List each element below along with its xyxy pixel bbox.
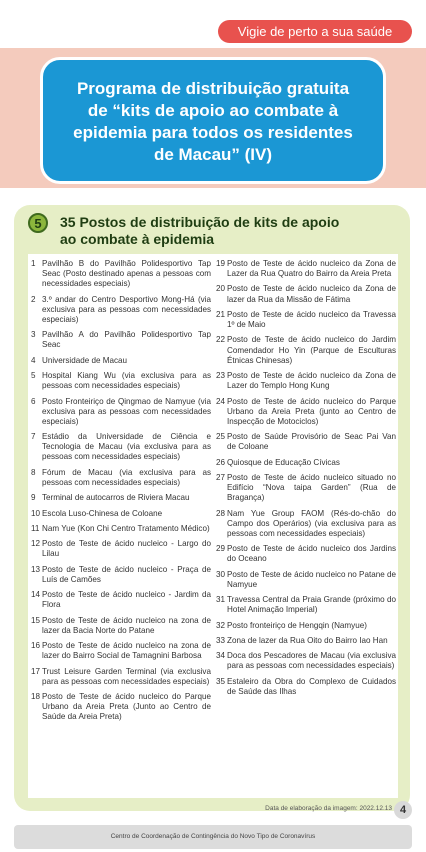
list-item <box>31 539 211 559</box>
item-number: 14 <box>31 590 41 600</box>
title-line: epidemia para todos os residentes <box>73 123 353 142</box>
item-text: Universidade de Macau <box>42 355 128 365</box>
list-item <box>216 677 396 697</box>
item-text: Posto de Teste de ácido nucleico - Praça de Luís de Camões <box>42 564 211 584</box>
item-number: 15 <box>31 615 41 625</box>
item-text: Pavilhão A do Pavilhão Polidesportivo Tap Seac <box>42 330 211 350</box>
item-text: Posto de Teste de ácido nucleico do Parque Urbano da Areia Preta (junto ao Centro de Inspecção de Motociclos) <box>227 396 396 426</box>
list-item <box>31 468 211 488</box>
item-text: Posto de Teste de ácido nucleico do Parque Urbano da Areia Preta (Junto ao Centro de Saúde da Areia Preta) <box>42 692 211 722</box>
title-line: Programa de distribuição gratuita <box>76 79 350 98</box>
item-text: Posto de Teste de ácido nucleico na zona de lazer da Bacia Norte do Patane <box>42 615 211 635</box>
item-number: 12 <box>31 539 41 549</box>
item-text: Posto de Teste de ácido nucleico situado no Edifício “Nova taipa Garden” (Rua de Bragança) <box>227 472 396 503</box>
item-text: Quiosque de Educação Cívicas <box>227 457 340 467</box>
list-item <box>216 371 396 391</box>
list-item <box>31 524 211 534</box>
title-line: de Macau” (IV) <box>153 145 273 164</box>
item-number: 1 <box>31 259 36 268</box>
list-item <box>216 284 396 304</box>
item-number: 16 <box>31 641 41 651</box>
list-item <box>216 570 396 590</box>
item-number: 11 <box>31 523 40 533</box>
item-number: 20 <box>216 284 226 294</box>
item-number: 30 <box>216 569 226 579</box>
footer: Centro de Coordenação de Contingência do Novo Tipo de Coronavírus <box>14 825 412 849</box>
list-item <box>31 371 211 391</box>
item-number: 7 <box>31 432 36 442</box>
item-text: Doca dos Pescadores de Macau (via exclusiva para as pessoas com necessidades especiais) <box>227 651 396 671</box>
item-text: Nam Yue (Kon Chi Centro Tratamento Médico) <box>42 523 210 533</box>
item-number: 27 <box>216 472 226 482</box>
item-number: 4 <box>31 355 36 365</box>
list-item <box>216 544 396 564</box>
item-text: Fórum de Macau (via exclusiva para as pessoas com necessidades especiais) <box>42 467 211 487</box>
slogan-tag: Vigie de perto a sua saúde <box>218 20 412 43</box>
item-number: 35 <box>216 676 226 686</box>
section-title-line: 35 Postos de distribuição de kits de apoio <box>60 214 340 230</box>
list-item <box>216 509 396 539</box>
right-column <box>216 259 396 702</box>
list-item <box>31 667 211 687</box>
item-number: 32 <box>216 620 226 630</box>
list-item <box>31 509 211 519</box>
list-item <box>31 641 211 661</box>
item-number: 17 <box>31 666 41 676</box>
item-number: 21 <box>216 309 226 319</box>
item-text: Posto de Teste de ácido nucleico - Largo do Lilau <box>42 539 211 559</box>
item-text: Posto de Teste de ácido nucleico do Jardim Comendador Ho Yin (Parque de Esculturas Étnicas Chinesas) <box>227 335 396 365</box>
list-item <box>216 595 396 615</box>
item-text: Nam Yue Group FAOM (Rés-do-chão do Campo dos Operários) (via exclusiva para as pessoas com necessidades especiais) <box>227 508 396 538</box>
item-text: Posto de Teste de ácido nucleico da Zona de Lazer da Rua Quatro do Bairro da Areia Preta <box>227 259 396 279</box>
item-number: 3 <box>31 330 36 340</box>
item-text: Posto de Teste de ácido nucleico da Zona de lazer da Rua da Missão de Fátima <box>227 284 396 304</box>
list-item <box>31 590 211 610</box>
list-item <box>31 295 211 325</box>
title-line: de “kits de apoio ao combate à <box>87 101 339 120</box>
list-item <box>216 259 396 279</box>
list-item <box>216 310 396 330</box>
item-text: Posto de Teste de ácido nucleico dos Jardins do Oceano <box>227 544 396 564</box>
date-text: Data de elaboração da imagem: 2022.12.13 <box>265 805 392 812</box>
item-number: 6 <box>31 396 36 406</box>
item-number: 33 <box>216 635 226 645</box>
item-number: 10 <box>31 508 41 518</box>
item-number: 26 <box>216 457 226 467</box>
list-item <box>31 356 211 366</box>
item-text: Terminal de autocarros de Riviera Macau <box>42 493 190 503</box>
item-text: Hospital Kiang Wu (via exclusiva para as pessoas com necessidades especiais) <box>42 371 211 391</box>
item-text: Estaleiro da Obra do Complexo de Cuidados de Saúde das Ilhas <box>227 676 396 696</box>
item-text: Zona de lazer da Rua Oito do Bairro Iao Han <box>227 635 388 645</box>
list-item <box>31 330 211 350</box>
item-number: 19 <box>216 259 226 268</box>
item-text: Posto de Teste de ácido nucleico - Jardim da Flora <box>42 590 211 610</box>
list-item <box>31 616 211 636</box>
list-item <box>216 473 396 503</box>
list-item <box>31 397 211 427</box>
item-text: Pavilhão B do Pavilhão Polidesportivo Tap Seac (Posto destinado apenas a pessoas com necessidades especiais) <box>42 259 211 289</box>
item-text: Posto de Teste de ácido nucleico na zona de lazer do Bairro Social de Tamagnini Barbosa <box>42 641 211 661</box>
item-number: 2 <box>31 294 36 304</box>
item-number: 18 <box>31 692 41 702</box>
item-number: 22 <box>216 335 226 345</box>
list-item <box>216 335 396 365</box>
item-text: Trust Leisure Garden Terminal (via exclusiva para as pessoas com necessidades especiais) <box>42 666 211 686</box>
list-item <box>216 621 396 631</box>
item-text: Posto de Teste de ácido nucleico no Patane de Namyue <box>227 569 396 589</box>
list-item <box>31 692 211 722</box>
page-title <box>40 57 386 184</box>
item-number: 29 <box>216 544 226 554</box>
item-number: 23 <box>216 371 226 381</box>
page-number: 4 <box>394 801 412 819</box>
list-item <box>31 432 211 462</box>
section-title <box>60 214 400 248</box>
list-item <box>216 397 396 427</box>
list-item <box>216 651 396 671</box>
item-number: 9 <box>31 493 36 503</box>
section-number: 5 <box>28 213 48 233</box>
list-item <box>216 432 396 452</box>
left-column <box>31 259 211 728</box>
list-item <box>31 493 211 503</box>
item-number: 25 <box>216 432 226 442</box>
list-item <box>31 565 211 585</box>
item-text: Posto fronteiriço de Hengqin (Namyue) <box>227 620 367 630</box>
item-text: Travessa Central da Praia Grande (próximo do Hotel Animação Imperial) <box>227 595 396 615</box>
item-text: Posto Fronteiriço de Qingmao de Namyue (via exclusiva para as pessoas com necessidades especiais) <box>42 396 211 426</box>
list-item <box>31 259 211 289</box>
list-item <box>216 636 396 646</box>
item-number: 5 <box>31 371 36 381</box>
item-number: 24 <box>216 396 226 406</box>
item-text: Posto de Saúde Provisório de Seac Pai Van de Coloane <box>227 432 396 452</box>
section-title-line: ao combate à epidemia <box>60 231 215 247</box>
item-number: 13 <box>31 564 41 574</box>
item-text: Estádio da Universidade de Ciência e Tecnologia de Macau (via exclusiva para as pessoas com necessidades especiais) <box>42 432 211 462</box>
item-text: Posto de Teste de ácido nucleico da Zona de Lazer do Templo Hong Kung <box>227 371 396 391</box>
item-number: 28 <box>216 508 226 518</box>
item-number: 8 <box>31 467 36 477</box>
item-text: Escola Luso-Chinesa de Coloane <box>42 508 163 518</box>
item-text: Posto de Teste de ácido nucleico da Travessa 1º de Maio <box>227 309 396 330</box>
list-item <box>216 458 396 468</box>
item-text: 3.º andar do Centro Desportivo Mong-Há (via exclusiva para as pessoas com necessidades especiais) <box>42 294 211 324</box>
item-number: 31 <box>216 595 226 605</box>
item-number: 34 <box>216 651 226 661</box>
